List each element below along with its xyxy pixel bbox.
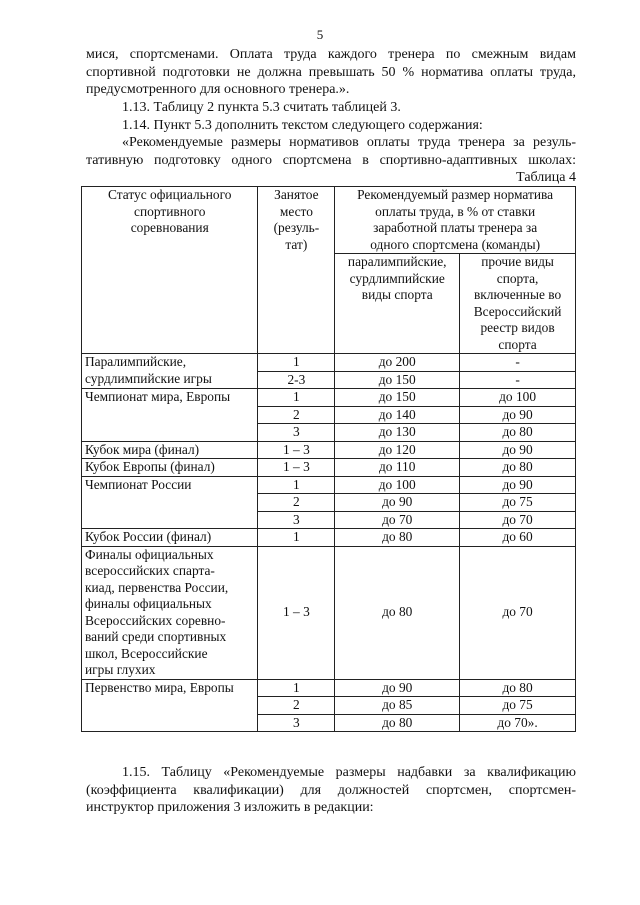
norms-table	[81, 186, 576, 732]
cell-status: Чемпионат мира, Европы	[82, 389, 258, 442]
cell-other: до 70	[460, 546, 576, 679]
cell-para: до 80	[335, 546, 460, 679]
paragraph-1-15	[86, 764, 576, 817]
cell-place: 1	[258, 476, 335, 494]
text-line: предусмотренного для основного тренера.».	[86, 82, 350, 97]
cell-para: до 80	[335, 714, 460, 732]
header-other-sports: прочие виды спорта, включенные во Всероссийский реестр видов спорта	[460, 254, 576, 354]
cell-other: до 70	[460, 511, 576, 529]
cell-place: 1	[258, 354, 335, 372]
text-line: 1.15. Таблицу «Рекомендуемые размеры надбавки за квалификацию	[122, 765, 576, 780]
cell-para: до 90	[335, 494, 460, 512]
table-row	[82, 679, 576, 697]
cell-place: 1 – 3	[258, 441, 335, 459]
table-caption: Таблица 4	[516, 170, 576, 185]
cell-place: 2	[258, 697, 335, 715]
cell-place: 1	[258, 679, 335, 697]
cell-status: Паралимпийские, сурдлимпийские игры	[82, 354, 258, 389]
table-header-row	[82, 187, 576, 254]
cell-para: до 150	[335, 389, 460, 407]
cell-other: до 80	[460, 679, 576, 697]
cell-place: 1	[258, 389, 335, 407]
cell-other: -	[460, 371, 576, 389]
paragraph-continuation	[86, 46, 576, 99]
cell-status: Кубок мира (финал)	[82, 441, 258, 459]
table-row	[82, 529, 576, 547]
cell-other: до 90	[460, 406, 576, 424]
cell-status: Чемпионат России	[82, 476, 258, 529]
cell-other: до 90	[460, 476, 576, 494]
table-row	[82, 546, 576, 679]
cell-place: 3	[258, 424, 335, 442]
cell-para: до 200	[335, 354, 460, 372]
paragraph-quote-intro	[86, 134, 576, 169]
cell-place: 2	[258, 494, 335, 512]
cell-place: 1 – 3	[258, 459, 335, 477]
cell-other: до 80	[460, 424, 576, 442]
cell-para: до 70	[335, 511, 460, 529]
header-paralympic: паралимпийские, сурдлимпийские виды спорта	[335, 254, 460, 354]
cell-place: 2-3	[258, 371, 335, 389]
cell-place: 3	[258, 714, 335, 732]
cell-place: 2	[258, 406, 335, 424]
table-row	[82, 459, 576, 477]
cell-para: до 150	[335, 371, 460, 389]
cell-status: Кубок России (финал)	[82, 529, 258, 547]
cell-para: до 80	[335, 529, 460, 547]
cell-para: до 85	[335, 697, 460, 715]
cell-place: 1 – 3	[258, 546, 335, 679]
header-place: Занятое место (резуль- тат)	[258, 187, 335, 354]
paragraph-1-14: 1.14. Пункт 5.3 дополнить текстом следующего содержания:	[122, 118, 483, 133]
cell-status: Финалы официальных всероссийских спарта- киад, первенства России, финалы официальных Всероссийских соревно- ваний среди спортивных школ, Всероссийские игры глухих	[82, 546, 258, 679]
cell-other: -	[460, 354, 576, 372]
page-number: 5	[316, 27, 324, 42]
table-row	[82, 476, 576, 494]
cell-para: до 120	[335, 441, 460, 459]
header-norm: Рекомендуемый размер норматива оплаты труда, в % от ставки заработной платы тренера за одного спортсмена (команды)	[335, 187, 576, 254]
cell-para: до 90	[335, 679, 460, 697]
cell-para: до 130	[335, 424, 460, 442]
table-row	[82, 354, 576, 372]
cell-other: до 70».	[460, 714, 576, 732]
text-line: тативную подготовку одного спортсмена в спортивно-адаптивных школах:	[86, 152, 576, 168]
cell-status: Первенство мира, Европы	[82, 679, 258, 732]
cell-place: 3	[258, 511, 335, 529]
text-line: (коэффициента квалификации) для должностей спортсмен, спортсмен-	[86, 782, 576, 798]
cell-other: до 60	[460, 529, 576, 547]
text-line: спортивной подготовки не должна превышать 50 % норматива оплаты труда,	[86, 64, 576, 80]
cell-place: 1	[258, 529, 335, 547]
cell-para: до 110	[335, 459, 460, 477]
cell-status: Кубок Европы (финал)	[82, 459, 258, 477]
cell-other: до 90	[460, 441, 576, 459]
header-status: Статус официального спортивного соревнования	[82, 187, 258, 354]
cell-other: до 75	[460, 697, 576, 715]
cell-para: до 140	[335, 406, 460, 424]
cell-para: до 100	[335, 476, 460, 494]
table-row	[82, 389, 576, 407]
cell-other: до 75	[460, 494, 576, 512]
text-line: «Рекомендуемые размеры нормативов оплаты труда тренера за резуль-	[122, 135, 576, 150]
cell-other: до 100	[460, 389, 576, 407]
table-row	[82, 441, 576, 459]
cell-other: до 80	[460, 459, 576, 477]
paragraph-1-13: 1.13. Таблицу 2 пункта 5.3 считать таблицей 3.	[122, 100, 401, 115]
text-line: мися, спортсменами. Оплата труда каждого тренера по смежным видам	[86, 47, 576, 62]
text-line: инструктор приложения 3 изложить в редакции:	[86, 800, 374, 815]
